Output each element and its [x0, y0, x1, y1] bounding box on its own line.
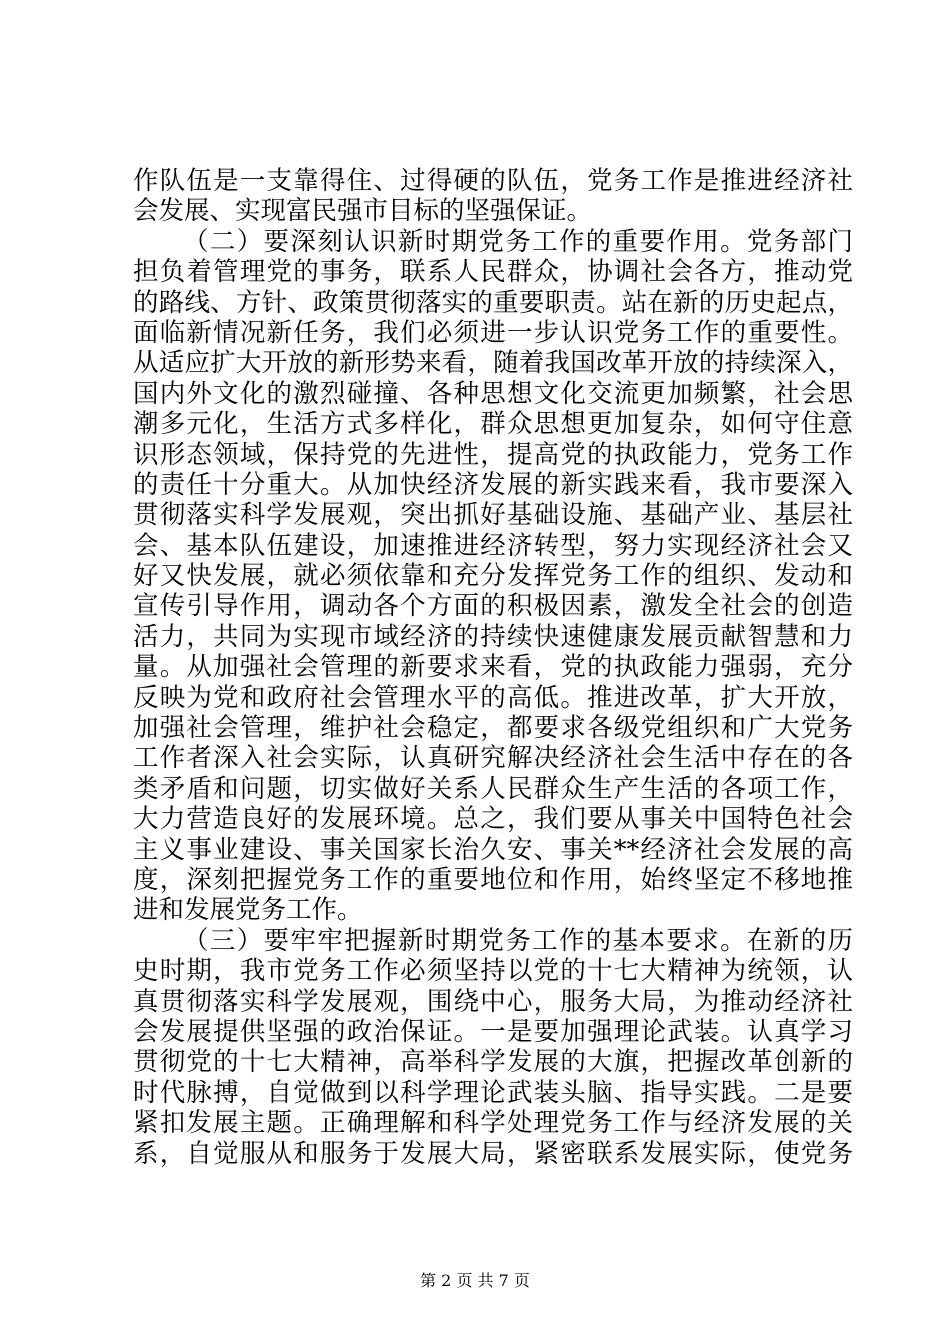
text-line: 反映为党和政府社会管理水平的高低。推进改革，扩大开放， — [133, 682, 853, 713]
text-line: 好又快发展，就必须依靠和充分发挥党务工作的组织、发动和 — [133, 561, 853, 592]
text-line: 史时期，我市党务工作必须坚持以党的十七大精神为统领，认 — [133, 956, 853, 987]
text-line: 会发展、实现富民强市目标的坚强保证。 — [133, 196, 593, 227]
text-line: （三）要牢牢把握新时期党务工作的基本要求。在新的历 — [183, 925, 853, 956]
text-line: 度，深刻把握党务工作的重要地位和作用，始终坚定不移地推 — [133, 864, 853, 895]
text-line: 面临新情况新任务，我们必须进一步认识党务工作的重要性。 — [133, 317, 853, 348]
text-line: 系，自觉服从和服务于发展大局，紧密联系发展实际，使党务 — [133, 1138, 853, 1169]
text-line: （二）要深刻认识新时期党务工作的重要作用。党务部门 — [183, 226, 853, 257]
text-line: 贯彻落实科学发展观，突出抓好基础设施、基础产业、基层社 — [133, 500, 853, 531]
text-line: 时代脉搏，自觉做到以科学理论武装头脑、指导实践。二是要 — [133, 1077, 853, 1108]
text-line: 真贯彻落实科学发展观，围绕中心，服务大局，为推动经济社 — [133, 986, 853, 1017]
text-line: 加强社会管理，维护社会稳定，都要求各级党组织和广大党务 — [133, 713, 853, 744]
text-line: 会、基本队伍建设，加速推进经济转型，努力实现经济社会又 — [133, 530, 853, 561]
text-line: 量。从加强社会管理的新要求来看，党的执政能力强弱，充分 — [133, 652, 853, 683]
text-line: 作队伍是一支靠得住、过得硬的队伍，党务工作是推进经济社 — [133, 166, 853, 196]
text-line: 宣传引导作用，调动各个方面的积极因素，激发全社会的创造 — [133, 591, 853, 622]
body-text — [133, 166, 853, 1169]
text-line: 类矛盾和问题，切实做好关系人民群众生产生活的各项工作， — [133, 773, 853, 804]
text-line: 进和发展党务工作。 — [133, 895, 363, 926]
text-line: 主义事业建设、事关国家长治久安、事关**经济社会发展的高 — [133, 834, 853, 865]
text-line: 活力，共同为实现市域经济的持续快速健康发展贡献智慧和力 — [133, 621, 853, 652]
text-line: 担负着管理党的事务，联系人民群众，协调社会各方，推动党 — [133, 257, 853, 288]
text-line: 贯彻党的十七大精神，高举科学发展的大旗，把握改革创新的 — [133, 1047, 853, 1078]
text-line: 的责任十分重大。从加快经济发展的新实践来看，我市要深入 — [133, 469, 853, 500]
text-line: 潮多元化，生活方式多样化，群众思想更加复杂，如何守住意 — [133, 409, 853, 440]
text-line: 紧扣发展主题。正确理解和科学处理党务工作与经济发展的关 — [133, 1108, 853, 1139]
text-line: 识形态领域，保持党的先进性，提高党的执政能力，党务工作 — [133, 439, 853, 470]
text-line: 会发展提供坚强的政治保证。一是要加强理论武装。认真学习 — [133, 1016, 853, 1047]
text-line: 从适应扩大开放的新形势来看，随着我国改革开放的持续深入， — [133, 348, 853, 379]
text-line: 工作者深入社会实际，认真研究解决经济社会生活中存在的各 — [133, 743, 853, 774]
text-line: 国内外文化的激烈碰撞、各种思想文化交流更加频繁，社会思 — [133, 378, 853, 409]
text-line: 大力营造良好的发展环境。总之，我们要从事关中国特色社会 — [133, 804, 853, 835]
text-line: 的路线、方针、政策贯彻落实的重要职责。站在新的历史起点， — [133, 287, 853, 318]
page-footer: 第 2 页 共 7 页 — [420, 1271, 530, 1290]
